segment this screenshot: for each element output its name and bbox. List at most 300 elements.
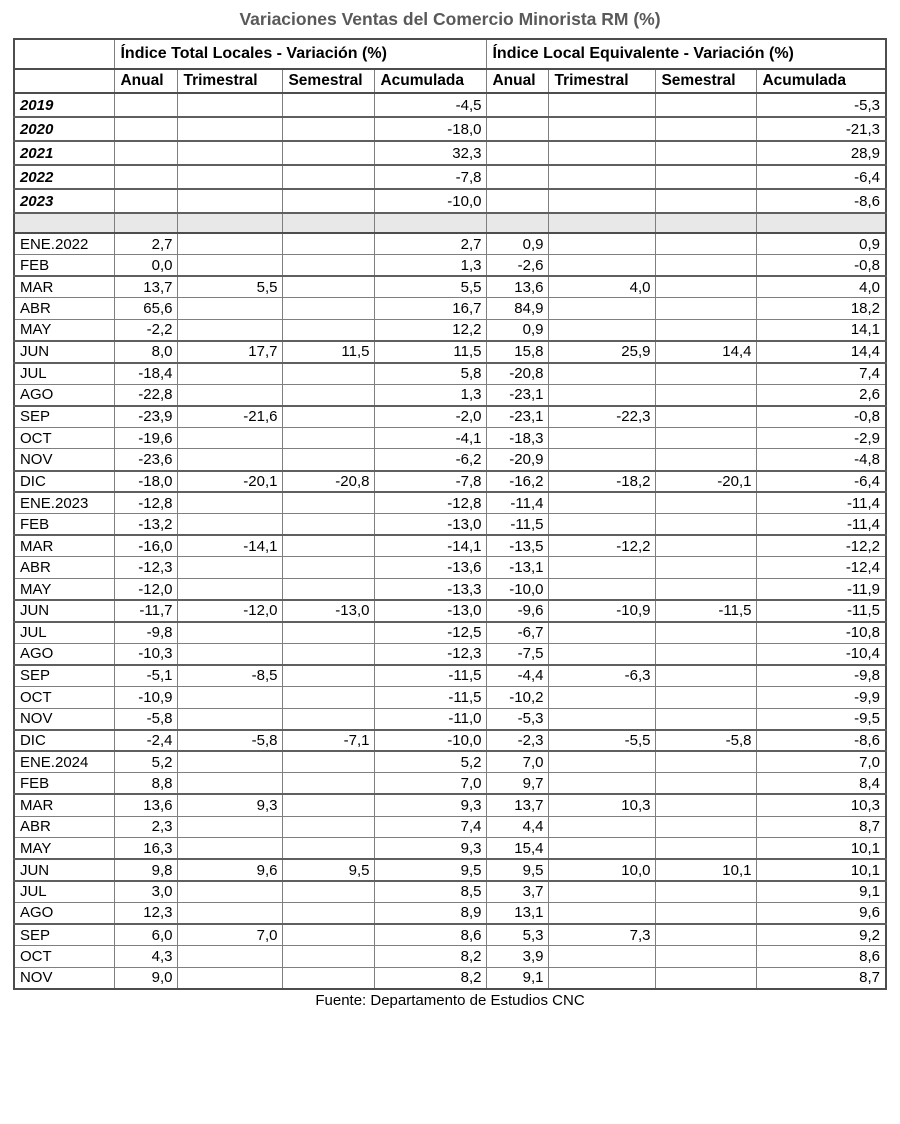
value-cell: 6,0: [115, 924, 178, 946]
row-label: JUL: [14, 881, 115, 903]
value-cell: -12,0: [115, 579, 178, 601]
value-cell: 9,0: [115, 967, 178, 989]
value-cell: 4,4: [487, 816, 549, 838]
year-row: [14, 165, 886, 189]
row-label: JUL: [14, 363, 115, 385]
value-cell: 17,7: [178, 341, 283, 363]
value-cell: [487, 213, 549, 233]
column-header-row: [14, 69, 886, 93]
value-cell: -0,8: [757, 406, 886, 428]
row-label: 2019: [14, 93, 115, 117]
data-table: [13, 38, 887, 990]
month-row: [14, 384, 886, 406]
value-cell: [283, 773, 375, 795]
month-row: [14, 859, 886, 881]
value-cell: [178, 946, 283, 968]
value-cell: -21,6: [178, 406, 283, 428]
month-row: [14, 341, 886, 363]
value-cell: [656, 902, 757, 924]
value-cell: -5,1: [115, 665, 178, 687]
value-cell: [549, 967, 656, 989]
value-cell: -23,1: [487, 406, 549, 428]
value-cell: -9,6: [487, 600, 549, 622]
value-cell: -12,0: [178, 600, 283, 622]
value-cell: [656, 319, 757, 341]
value-cell: [656, 535, 757, 557]
value-cell: 9,3: [178, 794, 283, 816]
value-cell: 0,9: [487, 233, 549, 255]
month-row: [14, 557, 886, 579]
value-cell: -6,4: [757, 471, 886, 493]
value-cell: -10,0: [487, 579, 549, 601]
value-cell: -20,8: [487, 363, 549, 385]
value-cell: [549, 557, 656, 579]
value-cell: -6,3: [549, 665, 656, 687]
value-cell: [656, 117, 757, 141]
value-cell: [178, 319, 283, 341]
value-cell: 3,7: [487, 881, 549, 903]
value-cell: -2,2: [115, 319, 178, 341]
value-cell: 15,4: [487, 838, 549, 860]
value-cell: [178, 117, 283, 141]
value-cell: [656, 643, 757, 665]
value-cell: [283, 816, 375, 838]
value-cell: -13,1: [487, 557, 549, 579]
value-cell: [656, 406, 757, 428]
month-row: [14, 579, 886, 601]
value-cell: 2,7: [115, 233, 178, 255]
value-cell: 5,2: [115, 751, 178, 773]
row-label: ENE.2024: [14, 751, 115, 773]
value-cell: -2,6: [487, 255, 549, 277]
value-cell: 9,3: [375, 794, 487, 816]
value-cell: [656, 708, 757, 730]
value-cell: [283, 665, 375, 687]
value-cell: 9,5: [375, 859, 487, 881]
value-cell: -10,9: [549, 600, 656, 622]
value-cell: 0,9: [757, 233, 886, 255]
value-cell: [283, 751, 375, 773]
value-cell: [283, 881, 375, 903]
value-cell: -19,6: [115, 427, 178, 449]
row-label: 2021: [14, 141, 115, 165]
value-cell: [178, 492, 283, 514]
value-cell: [487, 93, 549, 117]
value-cell: [656, 686, 757, 708]
value-cell: [283, 363, 375, 385]
value-cell: 10,1: [656, 859, 757, 881]
group-header-row: [14, 39, 886, 69]
row-label: 2022: [14, 165, 115, 189]
value-cell: [283, 686, 375, 708]
value-cell: [178, 93, 283, 117]
value-cell: 5,3: [487, 924, 549, 946]
value-cell: 8,2: [375, 946, 487, 968]
value-cell: [656, 255, 757, 277]
value-cell: [549, 141, 656, 165]
value-cell: -4,1: [375, 427, 487, 449]
value-cell: [487, 165, 549, 189]
value-cell: [283, 946, 375, 968]
value-cell: 7,0: [757, 751, 886, 773]
value-cell: 5,2: [375, 751, 487, 773]
value-cell: [656, 298, 757, 320]
row-label: FEB: [14, 773, 115, 795]
value-cell: [178, 708, 283, 730]
value-cell: 5,5: [375, 276, 487, 298]
row-label: 2023: [14, 189, 115, 213]
value-cell: 32,3: [375, 141, 487, 165]
value-cell: [283, 643, 375, 665]
month-row: [14, 924, 886, 946]
value-cell: [549, 363, 656, 385]
table-body: [14, 93, 886, 989]
value-cell: [178, 384, 283, 406]
value-cell: [656, 93, 757, 117]
value-cell: -10,2: [487, 686, 549, 708]
value-cell: -10,8: [757, 622, 886, 644]
value-cell: [283, 319, 375, 341]
value-cell: [178, 773, 283, 795]
value-cell: -7,5: [487, 643, 549, 665]
month-row: [14, 363, 886, 385]
month-row: [14, 708, 886, 730]
value-cell: 2,3: [115, 816, 178, 838]
value-cell: 65,6: [115, 298, 178, 320]
value-cell: [283, 902, 375, 924]
value-cell: -13,0: [375, 600, 487, 622]
value-cell: 7,0: [178, 924, 283, 946]
value-cell: -11,4: [757, 514, 886, 536]
value-cell: [178, 213, 283, 233]
value-cell: -5,8: [656, 730, 757, 752]
month-row: [14, 449, 886, 471]
value-cell: -23,9: [115, 406, 178, 428]
value-cell: [656, 773, 757, 795]
value-cell: 14,4: [757, 341, 886, 363]
value-cell: [283, 298, 375, 320]
value-cell: [549, 838, 656, 860]
year-row: [14, 141, 886, 165]
value-cell: -6,4: [757, 165, 886, 189]
value-cell: -11,5: [487, 514, 549, 536]
value-cell: [549, 427, 656, 449]
value-cell: [283, 189, 375, 213]
value-cell: [549, 514, 656, 536]
value-cell: [178, 967, 283, 989]
value-cell: [283, 838, 375, 860]
value-cell: [549, 881, 656, 903]
row-label: OCT: [14, 427, 115, 449]
value-cell: -11,5: [375, 686, 487, 708]
value-cell: 18,2: [757, 298, 886, 320]
value-cell: 10,3: [757, 794, 886, 816]
column-header: Acumulada: [375, 69, 487, 93]
row-label: MAY: [14, 319, 115, 341]
value-cell: [656, 751, 757, 773]
value-cell: [549, 213, 656, 233]
value-cell: -20,1: [178, 471, 283, 493]
value-cell: [656, 514, 757, 536]
value-cell: [283, 213, 375, 233]
value-cell: -9,9: [757, 686, 886, 708]
value-cell: 10,3: [549, 794, 656, 816]
value-cell: 8,6: [375, 924, 487, 946]
value-cell: [656, 233, 757, 255]
value-cell: 15,8: [487, 341, 549, 363]
row-label: SEP: [14, 665, 115, 687]
value-cell: 7,3: [549, 924, 656, 946]
value-cell: [115, 165, 178, 189]
value-cell: [283, 141, 375, 165]
value-cell: -11,4: [757, 492, 886, 514]
month-row: [14, 406, 886, 428]
value-cell: -20,9: [487, 449, 549, 471]
value-cell: -12,4: [757, 557, 886, 579]
value-cell: [656, 276, 757, 298]
value-cell: 9,6: [757, 902, 886, 924]
row-label: MAR: [14, 276, 115, 298]
value-cell: -2,9: [757, 427, 886, 449]
value-cell: [549, 751, 656, 773]
value-cell: [549, 492, 656, 514]
value-cell: [656, 427, 757, 449]
value-cell: -14,1: [375, 535, 487, 557]
column-header: Acumulada: [757, 69, 886, 93]
value-cell: -20,1: [656, 471, 757, 493]
value-cell: [115, 141, 178, 165]
value-cell: -8,6: [757, 730, 886, 752]
value-cell: 13,1: [487, 902, 549, 924]
month-row: [14, 751, 886, 773]
value-cell: -13,6: [375, 557, 487, 579]
value-cell: -13,2: [115, 514, 178, 536]
value-cell: [487, 141, 549, 165]
row-label: AGO: [14, 902, 115, 924]
row-label: ABR: [14, 816, 115, 838]
row-label: OCT: [14, 946, 115, 968]
value-cell: 9,5: [487, 859, 549, 881]
value-cell: -21,3: [757, 117, 886, 141]
value-cell: 8,7: [757, 967, 886, 989]
value-cell: [283, 557, 375, 579]
value-cell: 28,9: [757, 141, 886, 165]
value-cell: [549, 93, 656, 117]
value-cell: 7,0: [487, 751, 549, 773]
column-header: Trimestral: [178, 69, 283, 93]
value-cell: -12,8: [115, 492, 178, 514]
value-cell: -10,4: [757, 643, 886, 665]
column-header: Anual: [487, 69, 549, 93]
value-cell: -4,5: [375, 93, 487, 117]
value-cell: 8,2: [375, 967, 487, 989]
row-label: MAY: [14, 579, 115, 601]
value-cell: [757, 213, 886, 233]
value-cell: -9,5: [757, 708, 886, 730]
value-cell: 2,6: [757, 384, 886, 406]
value-cell: [487, 189, 549, 213]
value-cell: 13,6: [115, 794, 178, 816]
value-cell: [178, 189, 283, 213]
value-cell: [178, 557, 283, 579]
value-cell: -11,0: [375, 708, 487, 730]
value-cell: 13,7: [487, 794, 549, 816]
value-cell: [549, 902, 656, 924]
value-cell: 4,3: [115, 946, 178, 968]
value-cell: -10,9: [115, 686, 178, 708]
value-cell: [656, 189, 757, 213]
value-cell: -12,5: [375, 622, 487, 644]
row-label: MAR: [14, 794, 115, 816]
row-label: DIC: [14, 730, 115, 752]
value-cell: 13,6: [487, 276, 549, 298]
value-cell: 11,5: [375, 341, 487, 363]
column-header: Anual: [115, 69, 178, 93]
value-cell: -10,3: [115, 643, 178, 665]
value-cell: [178, 514, 283, 536]
row-label: SEP: [14, 924, 115, 946]
row-label: AGO: [14, 384, 115, 406]
value-cell: -0,8: [757, 255, 886, 277]
value-cell: -12,2: [757, 535, 886, 557]
row-label: AGO: [14, 643, 115, 665]
value-cell: [656, 579, 757, 601]
month-row: [14, 276, 886, 298]
row-label: MAR: [14, 535, 115, 557]
value-cell: [115, 117, 178, 141]
month-row: [14, 794, 886, 816]
value-cell: 25,9: [549, 341, 656, 363]
value-cell: [178, 363, 283, 385]
value-cell: 1,3: [375, 384, 487, 406]
value-cell: 9,7: [487, 773, 549, 795]
month-row: [14, 773, 886, 795]
value-cell: [656, 794, 757, 816]
value-cell: 8,5: [375, 881, 487, 903]
value-cell: -12,3: [115, 557, 178, 579]
month-row: [14, 816, 886, 838]
value-cell: 4,0: [549, 276, 656, 298]
value-cell: 9,5: [283, 859, 375, 881]
value-cell: 7,4: [757, 363, 886, 385]
value-cell: [656, 492, 757, 514]
value-cell: 14,4: [656, 341, 757, 363]
value-cell: [656, 816, 757, 838]
value-cell: [283, 165, 375, 189]
value-cell: -9,8: [115, 622, 178, 644]
value-cell: [178, 141, 283, 165]
value-cell: -13,5: [487, 535, 549, 557]
value-cell: [283, 708, 375, 730]
value-cell: [656, 924, 757, 946]
month-row: [14, 514, 886, 536]
value-cell: [549, 165, 656, 189]
value-cell: [549, 319, 656, 341]
value-cell: -22,3: [549, 406, 656, 428]
column-header: Semestral: [283, 69, 375, 93]
month-row: [14, 838, 886, 860]
column-header: Trimestral: [549, 69, 656, 93]
row-label: FEB: [14, 255, 115, 277]
value-cell: -18,2: [549, 471, 656, 493]
value-cell: [178, 165, 283, 189]
value-cell: [549, 708, 656, 730]
value-cell: [656, 384, 757, 406]
value-cell: [283, 93, 375, 117]
value-cell: -5,5: [549, 730, 656, 752]
value-cell: [115, 93, 178, 117]
column-header: Semestral: [656, 69, 757, 93]
value-cell: [549, 946, 656, 968]
value-cell: 12,2: [375, 319, 487, 341]
value-cell: -16,2: [487, 471, 549, 493]
value-cell: [549, 773, 656, 795]
month-row: [14, 471, 886, 493]
value-cell: -9,8: [757, 665, 886, 687]
value-cell: -18,0: [115, 471, 178, 493]
year-row: [14, 93, 886, 117]
value-cell: -14,1: [178, 535, 283, 557]
value-cell: [375, 213, 487, 233]
value-cell: [283, 514, 375, 536]
value-cell: [549, 233, 656, 255]
value-cell: 0,9: [487, 319, 549, 341]
month-row: [14, 600, 886, 622]
value-cell: [178, 622, 283, 644]
source-note: Fuente: Departamento de Estudios CNC: [315, 991, 585, 1009]
value-cell: 10,1: [757, 838, 886, 860]
value-cell: [656, 363, 757, 385]
value-cell: 13,7: [115, 276, 178, 298]
row-label: JUL: [14, 622, 115, 644]
month-row: [14, 319, 886, 341]
month-row: [14, 946, 886, 968]
month-row: [14, 881, 886, 903]
value-cell: [549, 298, 656, 320]
value-cell: [283, 406, 375, 428]
value-cell: [656, 838, 757, 860]
value-cell: [283, 384, 375, 406]
value-cell: 4,0: [757, 276, 886, 298]
value-cell: [656, 967, 757, 989]
value-cell: -6,7: [487, 622, 549, 644]
value-cell: 10,0: [549, 859, 656, 881]
value-cell: -13,0: [283, 600, 375, 622]
value-cell: [178, 427, 283, 449]
value-cell: [178, 298, 283, 320]
row-label: OCT: [14, 686, 115, 708]
value-cell: [283, 967, 375, 989]
value-cell: [178, 255, 283, 277]
page-title: Variaciones Ventas del Comercio Minorista RM (%): [239, 9, 661, 29]
value-cell: 1,3: [375, 255, 487, 277]
corner-cell: [14, 39, 115, 69]
value-cell: 8,9: [375, 902, 487, 924]
value-cell: 10,1: [757, 859, 886, 881]
value-cell: [656, 622, 757, 644]
value-cell: [549, 255, 656, 277]
value-cell: [656, 141, 757, 165]
value-cell: [283, 924, 375, 946]
row-label: JUN: [14, 859, 115, 881]
year-row: [14, 117, 886, 141]
row-label: DIC: [14, 471, 115, 493]
value-cell: -4,4: [487, 665, 549, 687]
row-label: SEP: [14, 406, 115, 428]
value-cell: 9,1: [757, 881, 886, 903]
value-cell: -2,3: [487, 730, 549, 752]
value-cell: [283, 492, 375, 514]
